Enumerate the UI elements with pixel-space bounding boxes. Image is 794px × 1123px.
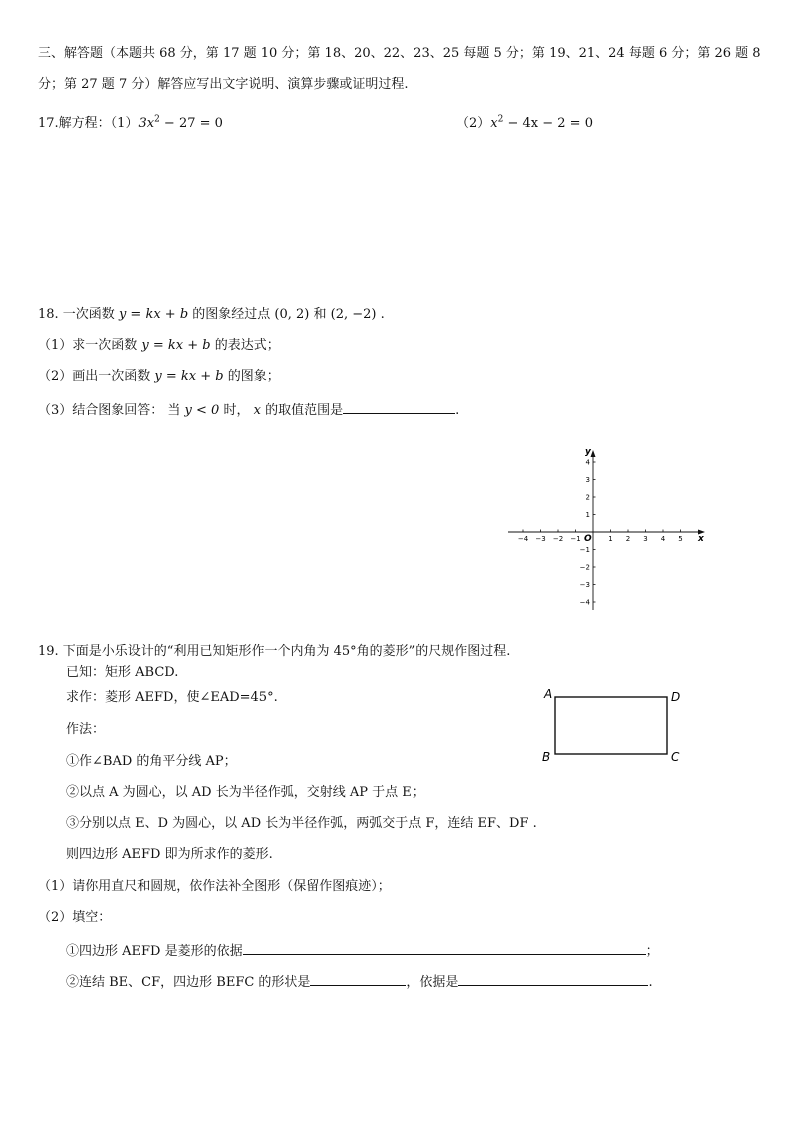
q19-fill1 — [66, 940, 659, 961]
q19-fill2-text: ②连结 BE、CF，四边形 BEFC 的形状是 — [66, 975, 311, 990]
q18-stem-function: y = kx + b — [118, 307, 189, 322]
y-tick-label: 2 — [585, 493, 590, 502]
q19-step1: ①作∠BAD 的角平分线 AP； — [66, 754, 237, 769]
vertex-c-label: C — [671, 750, 680, 764]
q19-fill1-text: ①四边形 AEFD 是菱形的依据 — [66, 944, 243, 959]
q17-eq2-term: x — [490, 116, 498, 131]
q18-part1-function: y = kx + b — [141, 338, 211, 353]
q17-eq1-exponent: 2 — [154, 114, 160, 125]
x-tick-labels — [518, 535, 683, 543]
x-tick-label: −3 — [535, 535, 546, 543]
q19-part2: （2）填空： — [38, 910, 112, 925]
q19-stem: 19. 下面是小乐设计的“利用已知矩形作一个内角为 45°角的菱形”的尺规作图过程. — [38, 644, 511, 659]
y-tick-label: 1 — [585, 511, 590, 519]
vertex-d-label: D — [671, 690, 681, 704]
q19-required: 求作：菱形 AEFD，使∠EAD=45°. — [66, 690, 278, 705]
section-header-line1: 三、解答题（本题共 68 分，第 17 题 10 分；第 18、20、22、23、25 每题 5 分；第 19、21、24 每题 6 分；第 26 题 8 — [38, 46, 761, 61]
q17-prefix: 17.解方程：（1） — [38, 116, 139, 131]
x-tick-label: 2 — [625, 535, 631, 543]
y-tick-label: −3 — [579, 581, 590, 589]
x-axis-label: x — [698, 534, 704, 544]
q19-fill2-reason-blank[interactable] — [458, 971, 648, 986]
q18-part3-mid: 时， — [219, 403, 254, 418]
q18-stem-text: 18. 一次函数 — [38, 307, 119, 322]
q19-step2: ②以点 A 为圆心，以 AD 长为半径作弧，交射线 AP 于点 E； — [66, 785, 425, 800]
vertex-a-label: A — [544, 687, 553, 701]
q19-fill2-end: . — [648, 975, 653, 990]
y-tick-label: −4 — [579, 598, 590, 607]
q18-part3-period: . — [455, 403, 460, 418]
q19-fill2-shape-blank[interactable] — [310, 971, 406, 986]
x-tick-label: −2 — [552, 535, 564, 543]
q18-part2-function: y = kx + b — [154, 369, 224, 384]
section-header-line2: 分；第 27 题 7 分）解答应写出文字说明、演算步骤或证明过程. — [38, 77, 409, 92]
y-axis-arrow-icon — [591, 450, 596, 457]
coordinate-plane[interactable] — [500, 440, 716, 616]
rectangle-abcd-figure — [538, 684, 688, 766]
q17-eq2-exponent: 2 — [497, 114, 504, 125]
q19-conclusion: 则四边形 AEFD 即为所求作的菱形. — [66, 847, 273, 862]
q18-stem — [38, 306, 385, 324]
x-tick-label: 3 — [643, 535, 648, 543]
x-tick-label: 5 — [678, 535, 683, 543]
x-tick-label: −4 — [517, 535, 529, 543]
q19-step3: ③分别以点 E、D 为圆心，以 AD 长为半径作弧，两弧交于点 F，连结 EF、DF . — [66, 816, 537, 831]
q19-known: 已知：矩形 ABCD. — [66, 665, 179, 680]
q19-fill2 — [66, 971, 653, 992]
q18-answer-blank[interactable] — [343, 399, 455, 414]
y-tick-label: −1 — [579, 546, 590, 554]
q18-part1-text: （1）求一次函数 — [38, 338, 142, 353]
q19-method: 作法： — [66, 722, 106, 737]
y-tick-labels — [580, 459, 591, 607]
q17-eq1-rest: − 27 = 0 — [159, 116, 223, 131]
q19-fill1-blank[interactable] — [243, 940, 646, 955]
vertex-b-label: B — [542, 750, 551, 764]
q18-part3-var: x — [253, 403, 261, 418]
q19-part1: （1）请你用直尺和圆规，依作法补全图形（保留作图痕迹）； — [38, 879, 391, 894]
y-tick-label: 4 — [585, 458, 590, 467]
y-tick-label: −2 — [579, 563, 590, 572]
x-tick-label: 1 — [608, 535, 613, 543]
q19-fill1-end: ； — [645, 944, 659, 959]
q17-part2-prefix: （2） — [456, 116, 491, 131]
y-tick-label: 3 — [585, 476, 590, 484]
q18-part3-text: （3）结合图象回答： 当 — [38, 403, 185, 418]
x-tick-label: −1 — [570, 535, 581, 543]
origin-label: O — [584, 534, 592, 544]
q18-part1 — [38, 337, 280, 355]
rectangle-abcd — [555, 697, 667, 754]
q17-part2 — [456, 115, 593, 133]
y-axis-label: y — [585, 447, 591, 457]
q18-part3-condition: y < 0 — [184, 403, 220, 418]
q18-part2-end: 的图象； — [223, 369, 280, 384]
x-tick-label: 4 — [660, 535, 666, 543]
q18-part2 — [38, 368, 280, 386]
q18-part3-ask: 的取值范围是 — [260, 403, 344, 418]
q17-eq1-term: 3x — [138, 116, 155, 131]
q17-eq2-rest: − 4x − 2 = 0 — [503, 116, 593, 131]
q19-fill2-reason-label: ，依据是 — [406, 975, 459, 990]
q18-part1-end: 的表达式； — [210, 338, 280, 353]
q18-stem-points: 的图象经过点 (0, 2) 和 (2, −2) . — [188, 307, 385, 322]
q18-part2-text: （2）画出一次函数 — [38, 369, 155, 384]
q18-part3 — [38, 399, 459, 420]
q17-line — [38, 115, 223, 133]
